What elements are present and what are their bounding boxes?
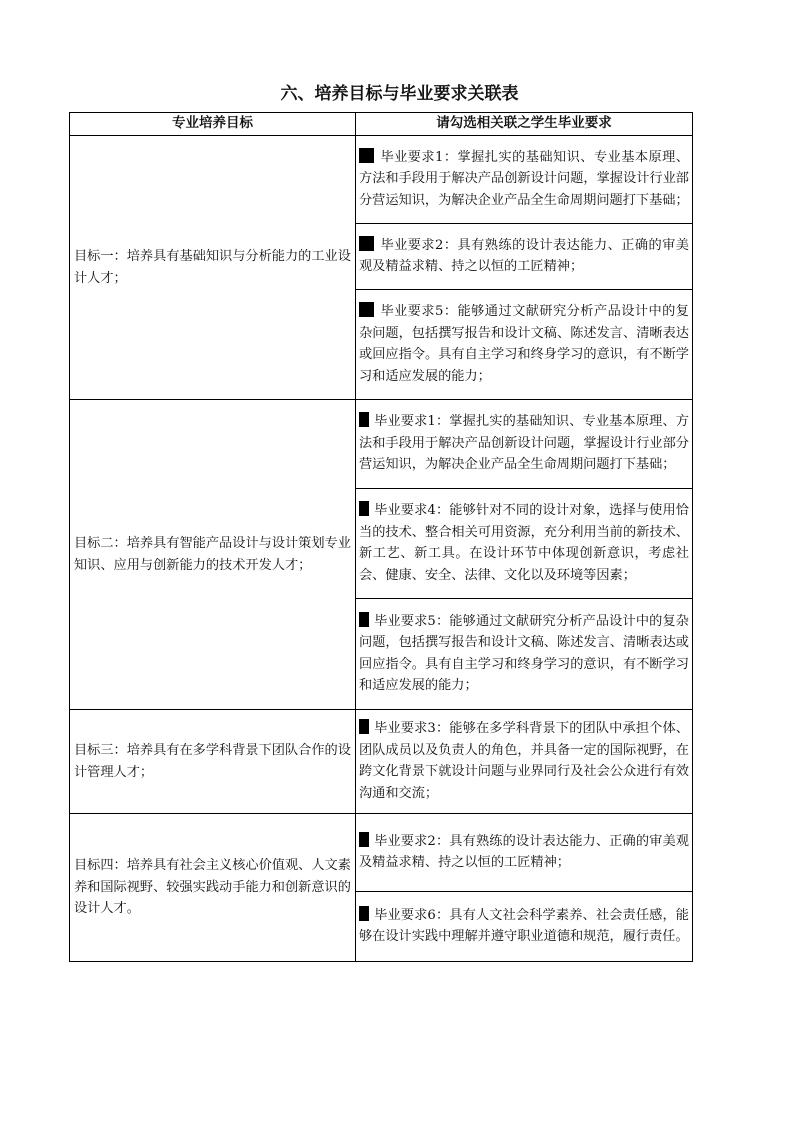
- goal-2-cell: 目标二：培养具有智能产品设计与设计策划专业知识、应用与创新能力的技术开发人才；: [70, 400, 356, 710]
- requirement-text: 毕业要求2：具有熟练的设计表达能力、正确的审美观及精益求精、持之以恒的工匠精神；: [359, 237, 689, 274]
- requirement-text: 毕业要求5：能够通过文献研究分析产品设计中的复杂问题，包括撰写报告和设计文稿、陈述发言、清晰表达或回应指令。具有自主学习和终身学习的意识，有不断学习和适应发展的能力；: [359, 613, 689, 693]
- checked-box-icon[interactable]: [359, 832, 369, 847]
- checked-box-icon[interactable]: [359, 719, 369, 734]
- requirement-text: 毕业要求3：能够在多学科背景下的团队中承担个体、团队成员以及负责人的角色，并具备一定的国际视野，在跨文化背景下就设计问题与业界同行及社会公众进行有效沟通和交流；: [359, 721, 689, 801]
- checked-box-icon[interactable]: [359, 412, 369, 427]
- checked-box-icon[interactable]: [359, 148, 374, 163]
- requirement-text: 毕业要求2：具有熟练的设计表达能力、正确的审美观及精益求精、持之以恒的工匠精神；: [359, 833, 689, 870]
- requirement-item: [356, 136, 693, 224]
- checked-box-icon[interactable]: [359, 501, 369, 516]
- requirement-text: 毕业要求1：掌握扎实的基础知识、专业基本原理、方法和手段用于解决产品创新设计问题，掌握设计行业部分营运知识，为解决企业产品全生命周期问题打下基础；: [359, 149, 689, 208]
- requirement-text: 毕业要求4：能够针对不同的设计对象，选择与使用恰当的技术、整合相关可用资源，充分利用当前的新技术、新工艺、新工具。在设计环节中体现创新意识，考虑社会、健康、安全、法律、文化以及环境等因素；: [359, 503, 689, 583]
- table-row: [70, 814, 693, 892]
- requirement-text: 毕业要求6：具有人文社会科学素养、社会责任感，能够在设计实践中理解并遵守职业道德和规范，履行责任。: [359, 907, 689, 944]
- table-header-row: [70, 113, 693, 136]
- requirement-item: [356, 814, 693, 892]
- header-requirements: 请勾选相关联之学生毕业要求: [356, 113, 693, 136]
- checked-box-icon[interactable]: [359, 236, 374, 251]
- requirement-item: [356, 290, 693, 400]
- table-row: [70, 400, 693, 489]
- requirement-text: 毕业要求5：能够通过文献研究分析产品设计中的复杂问题，包括撰写报告和设计文稿、陈述发言、清晰表达或回应指令。具有自主学习和终身学习的意识，有不断学习和适应发展的能力；: [359, 304, 689, 384]
- checked-box-icon[interactable]: [359, 906, 369, 921]
- requirement-item: [356, 599, 693, 710]
- requirement-item: [356, 710, 693, 814]
- goal-4-cell: 目标四：培养具有社会主义核心价值观、人文素养和国际视野、较强实践动手能力和创新意识的设计人才。: [70, 814, 356, 962]
- requirement-text: 毕业要求1：掌握扎实的基础知识、专业基本原理、方法和手段用于解决产品创新设计问题，掌握设计行业部分营运知识，为解决企业产品全生命周期问题打下基础；: [359, 414, 689, 473]
- checked-box-icon[interactable]: [359, 612, 369, 627]
- header-goal: 专业培养目标: [70, 113, 356, 136]
- requirement-item: [356, 224, 693, 290]
- requirement-item: [356, 400, 693, 489]
- requirement-item: [356, 489, 693, 599]
- goal-3-cell: 目标三：培养具有在多学科背景下团队合作的设计管理人才；: [70, 710, 356, 814]
- goal-1-cell: 目标一：培养具有基础知识与分析能力的工业设计人才；: [70, 136, 356, 400]
- page-title: 六、培养目标与毕业要求关联表: [280, 84, 519, 104]
- checked-box-icon[interactable]: [359, 302, 374, 317]
- requirement-item: [356, 892, 693, 962]
- table-row: [70, 136, 693, 224]
- goal-requirement-table: [69, 112, 693, 962]
- table-row: [70, 710, 693, 814]
